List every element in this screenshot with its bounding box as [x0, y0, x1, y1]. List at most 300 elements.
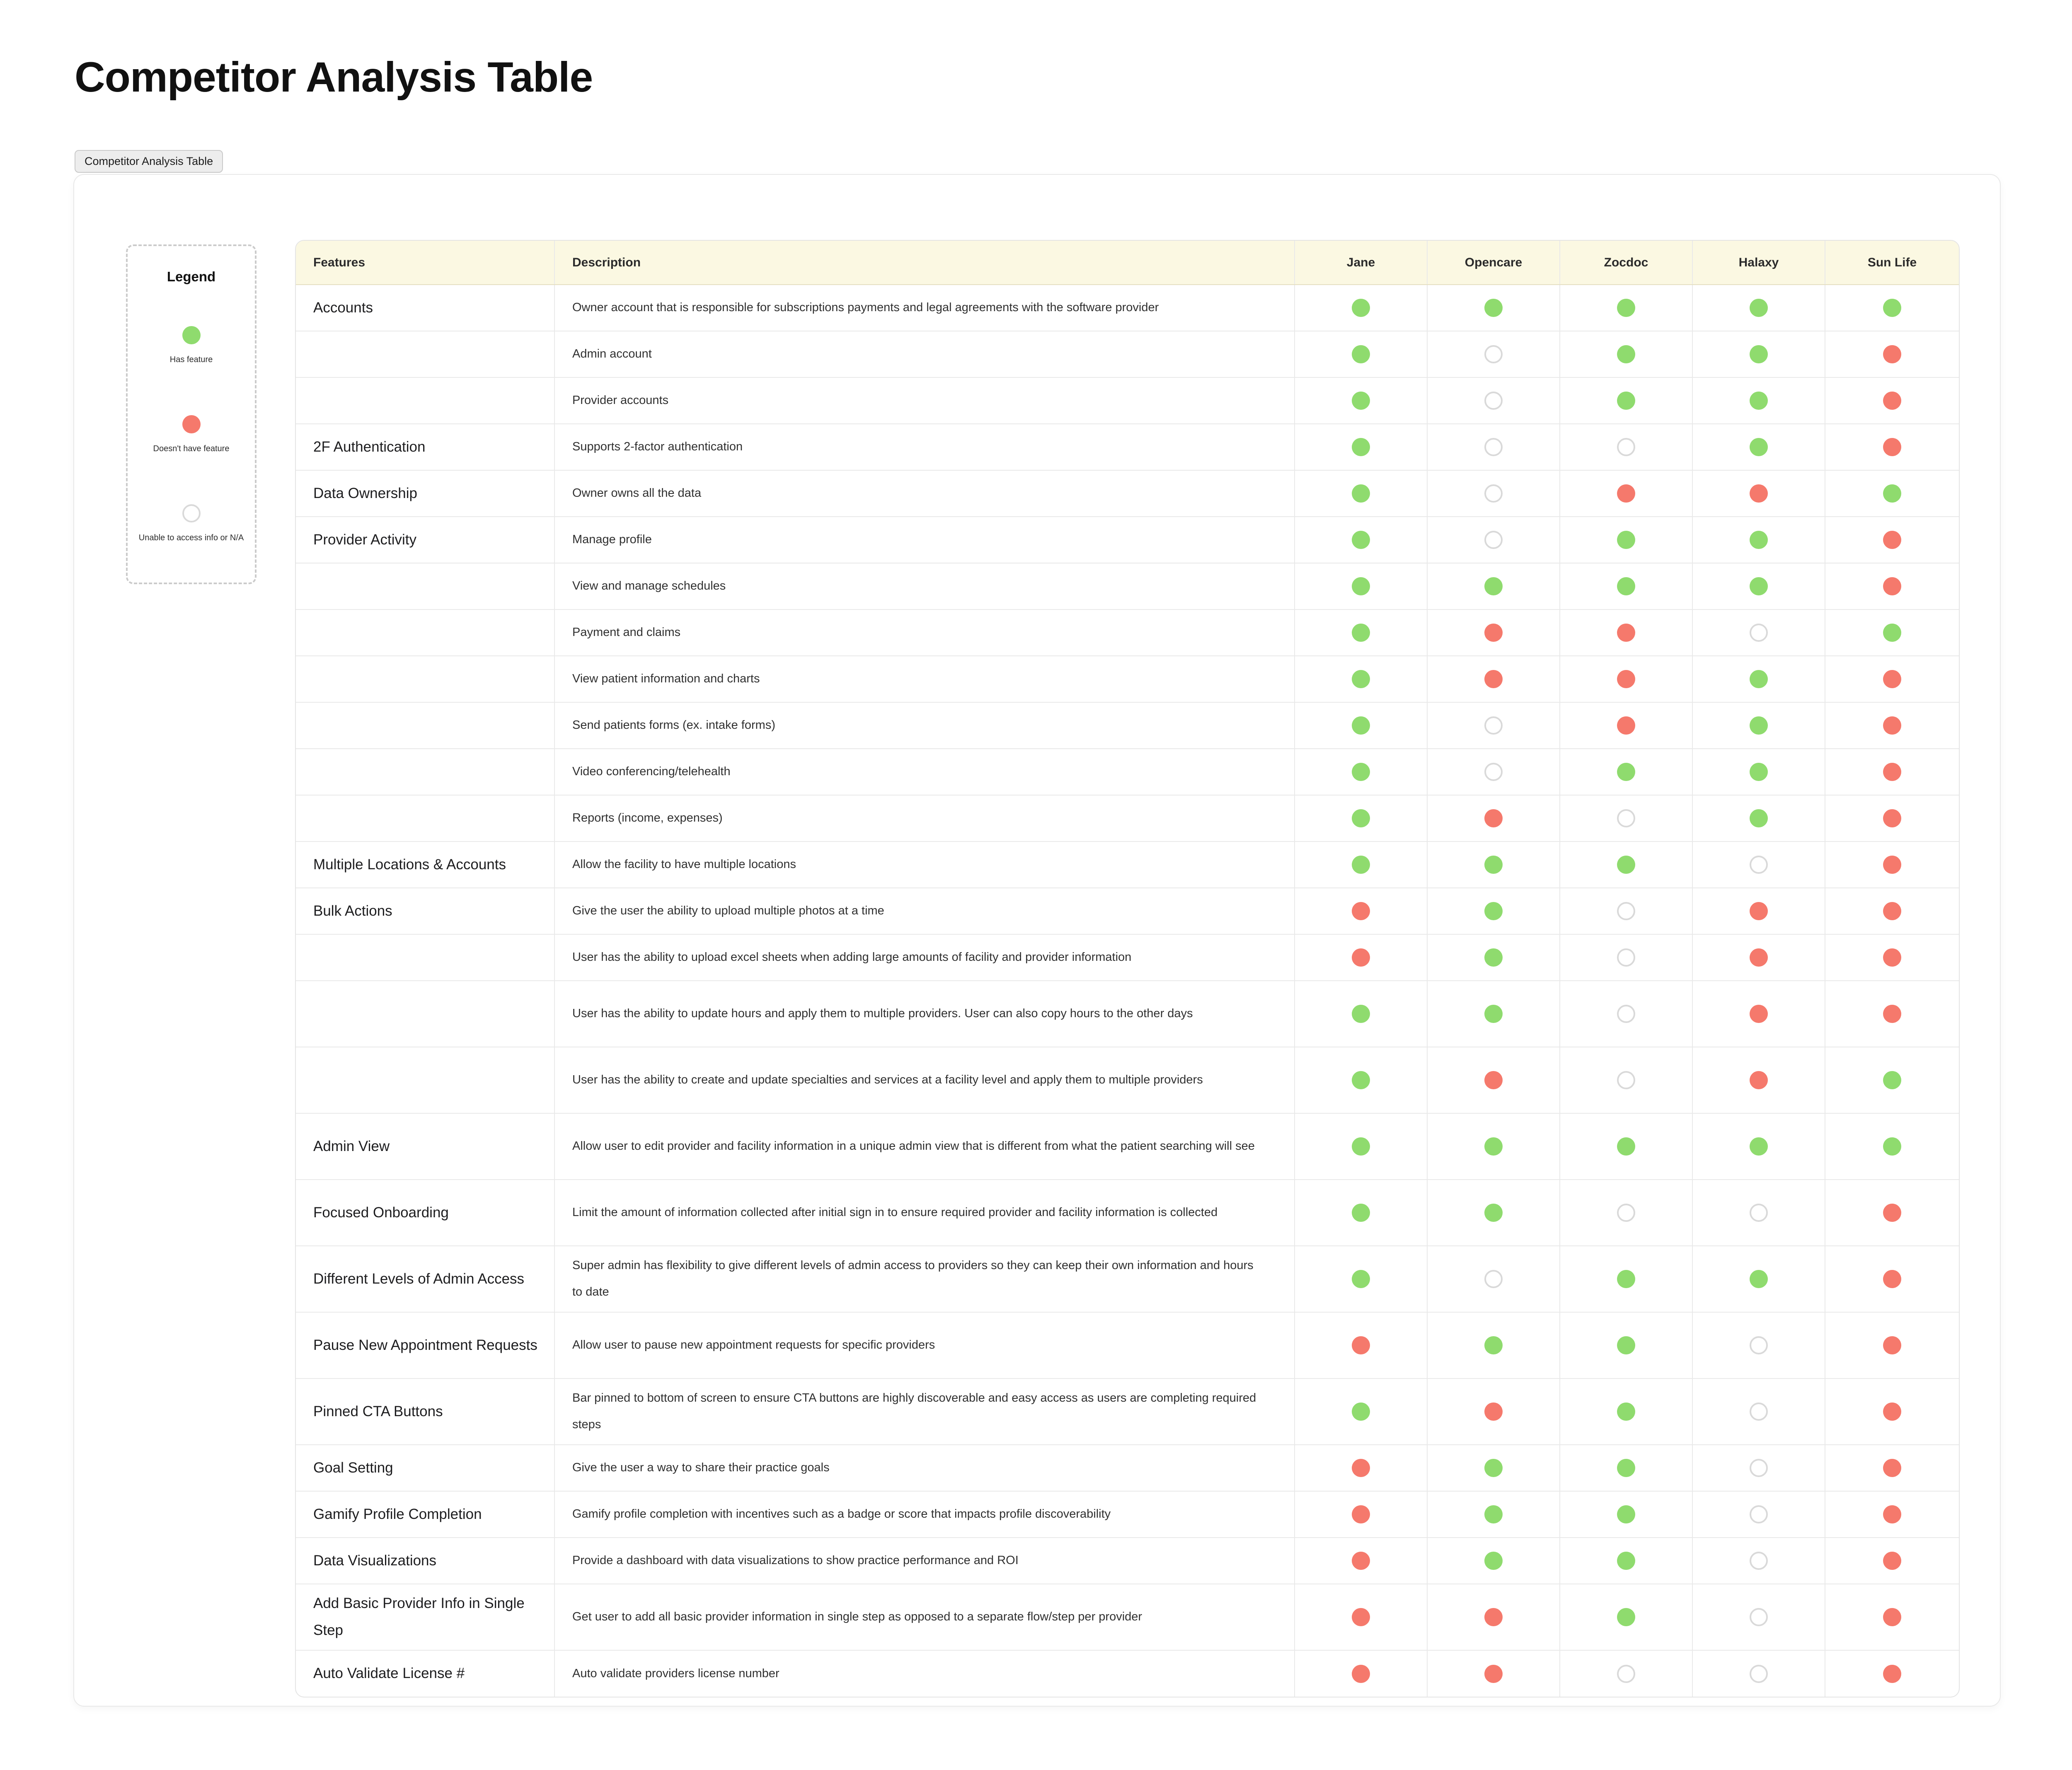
status-cell [1825, 1180, 1959, 1246]
has-feature-dot [1484, 299, 1503, 317]
table-row [296, 1650, 1959, 1697]
has-feature-dot [1883, 299, 1901, 317]
has-feature-dot [1484, 1552, 1503, 1570]
has-feature-dot [1484, 1005, 1503, 1023]
has-feature-dot [1352, 484, 1370, 503]
description-cell: User has the ability to create and update specialties and services at a facility level and apply them to multiple providers [554, 1047, 1295, 1113]
na-dot [1617, 438, 1635, 456]
section-tag[interactable]: Competitor Analysis Table [75, 150, 223, 173]
feature-cell: Accounts [296, 285, 554, 331]
status-cell [1825, 517, 1959, 563]
status-cell [1692, 1246, 1825, 1312]
status-cell [1427, 841, 1560, 888]
no-feature-dot [1883, 948, 1901, 967]
status-cell [1295, 795, 1427, 841]
status-cell [1295, 609, 1427, 656]
status-cell [1825, 1246, 1959, 1312]
status-cell [1825, 1047, 1959, 1113]
feature-cell: Provider Activity [296, 517, 554, 563]
column-header-halaxy: Halaxy [1692, 241, 1825, 285]
status-cell [1825, 749, 1959, 795]
status-cell [1427, 1180, 1560, 1246]
table-row [296, 841, 1959, 888]
na-dot [1484, 763, 1503, 781]
status-cell [1427, 1491, 1560, 1538]
status-cell [1295, 749, 1427, 795]
status-cell [1825, 1378, 1959, 1445]
has-feature-dot [1750, 438, 1768, 456]
status-cell [1825, 331, 1959, 377]
no-feature-dot [1352, 948, 1370, 967]
status-cell [1825, 563, 1959, 609]
status-cell [1692, 517, 1825, 563]
feature-cell [296, 609, 554, 656]
column-header-sun-life: Sun Life [1825, 241, 1959, 285]
has-feature-dot [1617, 1552, 1635, 1570]
has-feature-dot [1617, 577, 1635, 595]
na-dot [1750, 1402, 1768, 1421]
status-cell [1692, 656, 1825, 702]
has-feature-dot [1352, 1137, 1370, 1156]
status-cell [1427, 656, 1560, 702]
status-cell [1825, 795, 1959, 841]
status-cell [1295, 517, 1427, 563]
has-feature-dot [1750, 763, 1768, 781]
status-cell [1295, 285, 1427, 331]
has-feature-dot [1352, 1402, 1370, 1421]
table-row [296, 656, 1959, 702]
status-cell [1825, 424, 1959, 470]
table-row [296, 1584, 1959, 1650]
no-feature-dot [1484, 1608, 1503, 1626]
no-feature-dot [1352, 1459, 1370, 1477]
no-feature-dot [1352, 1665, 1370, 1683]
has-feature-dot [1750, 809, 1768, 827]
status-cell [1560, 656, 1692, 702]
na-dot [1484, 392, 1503, 410]
status-cell [1427, 609, 1560, 656]
status-cell [1560, 285, 1692, 331]
has-feature-dot [1352, 392, 1370, 410]
table-row [296, 331, 1959, 377]
na-dot [1484, 1270, 1503, 1288]
description-cell: User has the ability to update hours and apply them to multiple providers. User can also copy hours to the other days [554, 981, 1295, 1047]
has-feature-dot [1617, 856, 1635, 874]
description-cell: View and manage schedules [554, 563, 1295, 609]
no-feature-dot [1484, 624, 1503, 642]
na-dot [1750, 1505, 1768, 1523]
has-feature-dot [1617, 1402, 1635, 1421]
has-feature-dot [1617, 299, 1635, 317]
competitor-table-grid [296, 241, 1959, 1697]
no-feature-dot [1484, 809, 1503, 827]
no-feature-dot [1883, 763, 1901, 781]
na-dot [1484, 716, 1503, 735]
has-feature-dot [1750, 531, 1768, 549]
table-row [296, 795, 1959, 841]
status-cell [1692, 795, 1825, 841]
feature-cell: Bulk Actions [296, 888, 554, 934]
na-dot [1750, 624, 1768, 642]
status-cell [1692, 424, 1825, 470]
no-feature-dot [1883, 716, 1901, 735]
has-feature-dot [1617, 763, 1635, 781]
table-row [296, 981, 1959, 1047]
status-cell [1427, 702, 1560, 749]
table-row [296, 285, 1959, 331]
table-row [296, 517, 1959, 563]
status-cell [1692, 1650, 1825, 1697]
no-feature-dot [1883, 856, 1901, 874]
feature-cell [296, 981, 554, 1047]
feature-cell [296, 563, 554, 609]
description-cell: Give the user the ability to upload multiple photos at a time [554, 888, 1295, 934]
status-cell [1560, 749, 1692, 795]
status-cell [1825, 702, 1959, 749]
has-feature-dot [1352, 531, 1370, 549]
has-feature-dot [1883, 1137, 1901, 1156]
status-cell [1295, 377, 1427, 424]
description-cell: Get user to add all basic provider information in single step as opposed to a separate flow/step per provider [554, 1584, 1295, 1650]
no-feature-dot [1883, 1270, 1901, 1288]
has-feature-dot [1617, 1608, 1635, 1626]
feature-cell: Add Basic Provider Info in Single Step [296, 1584, 554, 1650]
status-cell [1295, 702, 1427, 749]
has-feature-dot [1617, 1270, 1635, 1288]
status-cell [1825, 609, 1959, 656]
legend-item [128, 415, 255, 454]
status-cell [1692, 1312, 1825, 1378]
status-cell [1427, 1538, 1560, 1584]
status-cell [1295, 1445, 1427, 1491]
status-cell [1825, 1650, 1959, 1697]
status-cell [1825, 934, 1959, 981]
status-cell [1825, 981, 1959, 1047]
table-row [296, 1445, 1959, 1491]
no-feature-dot [1883, 345, 1901, 363]
status-cell [1427, 1312, 1560, 1378]
has-feature-dot [1750, 1137, 1768, 1156]
status-cell [1295, 1113, 1427, 1180]
no-feature-dot [1352, 1336, 1370, 1354]
status-cell [1692, 1445, 1825, 1491]
na-dot [1750, 856, 1768, 874]
na-dot [1484, 531, 1503, 549]
status-cell [1560, 424, 1692, 470]
status-cell [1295, 1312, 1427, 1378]
no-feature-dot [1750, 1005, 1768, 1023]
status-cell [1295, 656, 1427, 702]
no-feature-dot [1883, 1608, 1901, 1626]
status-cell [1560, 981, 1692, 1047]
has-feature-dot [1617, 531, 1635, 549]
no-feature-dot [1883, 902, 1901, 920]
feature-cell: Data Visualizations [296, 1538, 554, 1584]
has-feature-dot [1352, 345, 1370, 363]
status-cell [1560, 517, 1692, 563]
na-dot [1484, 345, 1503, 363]
has-feature-dot [1484, 577, 1503, 595]
description-cell: Owner account that is responsible for subscriptions payments and legal agreements with the software provider [554, 285, 1295, 331]
feature-cell [296, 934, 554, 981]
na-dot [1750, 1204, 1768, 1222]
status-cell [1560, 1047, 1692, 1113]
feature-cell: Auto Validate License # [296, 1650, 554, 1697]
table-row [296, 1312, 1959, 1378]
status-cell [1692, 1180, 1825, 1246]
status-cell [1560, 1113, 1692, 1180]
no-feature-dot [1484, 1071, 1503, 1089]
table-header-row [296, 241, 1959, 285]
status-cell [1295, 841, 1427, 888]
feature-cell [296, 656, 554, 702]
na-dot [1484, 438, 1503, 456]
no-feature-dot [1883, 392, 1901, 410]
has-feature-dot [1352, 1005, 1370, 1023]
feature-cell [296, 377, 554, 424]
no-feature-dot [1352, 1608, 1370, 1626]
status-cell [1295, 1538, 1427, 1584]
status-cell [1427, 1047, 1560, 1113]
status-cell [1825, 1584, 1959, 1650]
legend-item-label: Has feature [169, 355, 213, 364]
description-cell: View patient information and charts [554, 656, 1295, 702]
feature-cell [296, 795, 554, 841]
feature-cell: Focused Onboarding [296, 1180, 554, 1246]
analysis-card [73, 174, 2001, 1707]
no-feature-dot [1617, 716, 1635, 735]
description-cell: Provider accounts [554, 377, 1295, 424]
status-cell [1825, 1538, 1959, 1584]
status-cell [1427, 285, 1560, 331]
status-cell [1560, 470, 1692, 517]
status-cell [1560, 1650, 1692, 1697]
has-feature-dot [1352, 716, 1370, 735]
status-cell [1295, 1246, 1427, 1312]
status-cell [1560, 1246, 1692, 1312]
has-feature-dot [1883, 484, 1901, 503]
status-cell [1295, 470, 1427, 517]
status-cell [1427, 934, 1560, 981]
description-cell: Owner owns all the data [554, 470, 1295, 517]
has-feature-dot [1617, 392, 1635, 410]
table-row [296, 749, 1959, 795]
na-dot [1617, 1071, 1635, 1089]
status-cell [1427, 1246, 1560, 1312]
no-feature-dot [1750, 484, 1768, 503]
status-cell [1692, 841, 1825, 888]
description-cell: Allow the facility to have multiple locations [554, 841, 1295, 888]
status-cell [1427, 981, 1560, 1047]
table-row [296, 1538, 1959, 1584]
has-feature-dot [1484, 1137, 1503, 1156]
has-feature-dot [1750, 392, 1768, 410]
has-feature-dot [1352, 624, 1370, 642]
status-cell [1295, 981, 1427, 1047]
has-feature-dot [1883, 624, 1901, 642]
na-dot [182, 504, 201, 522]
status-cell [1692, 1584, 1825, 1650]
has-feature-dot [1617, 1336, 1635, 1354]
na-dot [1617, 1204, 1635, 1222]
legend-item-label: Unable to access info or N/A [138, 533, 244, 542]
status-cell [1560, 377, 1692, 424]
feature-cell: Gamify Profile Completion [296, 1491, 554, 1538]
status-cell [1692, 1491, 1825, 1538]
no-feature-dot [1883, 1665, 1901, 1683]
status-cell [1825, 1491, 1959, 1538]
status-cell [1427, 888, 1560, 934]
description-cell: Super admin has flexibility to give different levels of admin access to providers so they can keep their own information and hours to date [554, 1246, 1295, 1312]
status-cell [1692, 331, 1825, 377]
status-cell [1295, 1047, 1427, 1113]
status-cell [1692, 1378, 1825, 1445]
status-cell [1560, 331, 1692, 377]
table-row [296, 1378, 1959, 1445]
status-cell [1692, 1113, 1825, 1180]
legend-items [128, 326, 255, 543]
no-feature-dot [1883, 1005, 1901, 1023]
description-cell: Gamify profile completion with incentives such as a badge or score that impacts profile discoverability [554, 1491, 1295, 1538]
status-cell [1295, 331, 1427, 377]
status-cell [1692, 888, 1825, 934]
table-row [296, 1113, 1959, 1180]
status-cell [1692, 1538, 1825, 1584]
has-feature-dot [1352, 763, 1370, 781]
status-cell [1560, 1180, 1692, 1246]
status-cell [1427, 795, 1560, 841]
legend-item-label: Doesn't have feature [153, 444, 230, 453]
description-cell: Give the user a way to share their practice goals [554, 1445, 1295, 1491]
no-feature-dot [1883, 1402, 1901, 1421]
status-cell [1427, 377, 1560, 424]
has-feature-dot [1484, 902, 1503, 920]
status-cell [1692, 563, 1825, 609]
description-cell: Reports (income, expenses) [554, 795, 1295, 841]
status-cell [1692, 934, 1825, 981]
has-feature-dot [1617, 1459, 1635, 1477]
column-header-opencare: Opencare [1427, 241, 1560, 285]
status-cell [1692, 609, 1825, 656]
table-row [296, 424, 1959, 470]
has-feature-dot [1883, 1071, 1901, 1089]
has-feature-dot [1484, 856, 1503, 874]
has-feature-dot [1750, 577, 1768, 595]
no-feature-dot [1617, 484, 1635, 503]
status-cell [1825, 656, 1959, 702]
feature-cell: Different Levels of Admin Access [296, 1246, 554, 1312]
status-cell [1295, 888, 1427, 934]
status-cell [1692, 285, 1825, 331]
has-feature-dot [1750, 716, 1768, 735]
description-cell: Send patients forms (ex. intake forms) [554, 702, 1295, 749]
status-cell [1560, 1491, 1692, 1538]
no-feature-dot [182, 415, 201, 433]
no-feature-dot [1883, 670, 1901, 688]
status-cell [1295, 563, 1427, 609]
has-feature-dot [1352, 1270, 1370, 1288]
description-cell: Supports 2-factor authentication [554, 424, 1295, 470]
status-cell [1560, 795, 1692, 841]
no-feature-dot [1484, 1665, 1503, 1683]
no-feature-dot [1883, 1552, 1901, 1570]
status-cell [1692, 1047, 1825, 1113]
na-dot [1750, 1665, 1768, 1683]
status-cell [1295, 1180, 1427, 1246]
feature-cell: Data Ownership [296, 470, 554, 517]
na-dot [1750, 1336, 1768, 1354]
table-row [296, 1491, 1959, 1538]
status-cell [1295, 1491, 1427, 1538]
table-row [296, 563, 1959, 609]
status-cell [1295, 934, 1427, 981]
column-header-jane: Jane [1295, 241, 1427, 285]
has-feature-dot [1484, 1204, 1503, 1222]
column-header-zocdoc: Zocdoc [1560, 241, 1692, 285]
description-cell: Bar pinned to bottom of screen to ensure CTA buttons are highly discoverable and easy access as users are completing required steps [554, 1378, 1295, 1445]
status-cell [1560, 563, 1692, 609]
status-cell [1295, 1584, 1427, 1650]
no-feature-dot [1617, 670, 1635, 688]
status-cell [1427, 563, 1560, 609]
table-row [296, 1246, 1959, 1312]
status-cell [1825, 888, 1959, 934]
table-row [296, 1180, 1959, 1246]
table-row [296, 1047, 1959, 1113]
status-cell [1825, 1445, 1959, 1491]
no-feature-dot [1883, 1336, 1901, 1354]
feature-cell [296, 749, 554, 795]
feature-cell [296, 702, 554, 749]
no-feature-dot [1883, 1505, 1901, 1523]
description-cell: Limit the amount of information collected after initial sign in to ensure required provider and facility information is collected [554, 1180, 1295, 1246]
has-feature-dot [182, 326, 201, 344]
na-dot [1617, 948, 1635, 967]
has-feature-dot [1484, 1505, 1503, 1523]
has-feature-dot [1484, 1459, 1503, 1477]
status-cell [1427, 331, 1560, 377]
no-feature-dot [1750, 1071, 1768, 1089]
no-feature-dot [1484, 1402, 1503, 1421]
no-feature-dot [1352, 902, 1370, 920]
feature-cell: 2F Authentication [296, 424, 554, 470]
table-row [296, 934, 1959, 981]
status-cell [1560, 1584, 1692, 1650]
status-cell [1692, 377, 1825, 424]
no-feature-dot [1883, 531, 1901, 549]
has-feature-dot [1750, 345, 1768, 363]
column-header-description: Description [554, 241, 1295, 285]
table-row [296, 888, 1959, 934]
status-cell [1427, 1445, 1560, 1491]
status-cell [1560, 702, 1692, 749]
has-feature-dot [1352, 299, 1370, 317]
has-feature-dot [1750, 670, 1768, 688]
status-cell [1427, 1378, 1560, 1445]
has-feature-dot [1484, 948, 1503, 967]
has-feature-dot [1352, 809, 1370, 827]
status-cell [1427, 424, 1560, 470]
column-header-features: Features [296, 241, 554, 285]
status-cell [1825, 841, 1959, 888]
page-title: Competitor Analysis Table [75, 53, 593, 101]
na-dot [1617, 809, 1635, 827]
status-cell [1692, 702, 1825, 749]
status-cell [1560, 1378, 1692, 1445]
legend-title: Legend [167, 269, 216, 284]
status-cell [1560, 1312, 1692, 1378]
has-feature-dot [1750, 1270, 1768, 1288]
